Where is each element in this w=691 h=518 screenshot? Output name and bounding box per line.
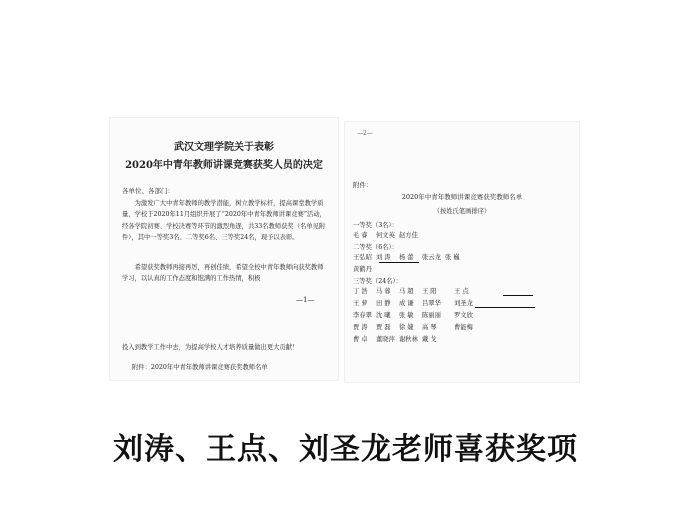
right-document-page xyxy=(345,122,579,382)
winner-name: 田 静 xyxy=(376,300,391,307)
winner-name: 何文英 xyxy=(376,232,395,239)
winner-name: 徐 婕 xyxy=(399,324,414,331)
winner-name: 王 点 xyxy=(454,288,469,295)
winner-name: 成 谦 xyxy=(399,300,414,307)
winner-name: 王 萝 xyxy=(353,300,368,307)
left-doc-continuation: 投入到教学工作中去，为提高学校人才培养质量做出更大贡献！ xyxy=(122,344,299,351)
winner-name: 杨 蕾 xyxy=(399,254,414,261)
winner-name: 赵方佳 xyxy=(399,232,418,239)
right-doc-page-mark: —2— xyxy=(357,130,373,137)
winner-name: 张 敏 xyxy=(399,312,414,319)
right-doc-title: 2020年中青年教师讲课竞赛获奖教师名单 xyxy=(401,193,523,201)
left-doc-paragraph2: 希望获奖教师再接再厉，再创佳绩，希望全校中青年教师向获奖教师学习，以认真的工作态度和饱满的工作热情，积极 xyxy=(122,264,324,283)
handwritten-underline xyxy=(503,295,533,296)
winner-name: 戴 戈 xyxy=(422,336,437,343)
right-doc-subtitle: （按姓氏笔画排序） xyxy=(433,208,491,215)
winner-name: 王弘昭 xyxy=(353,254,372,261)
winner-name: 刘圣龙 xyxy=(454,300,473,307)
second-prize-heading: 二等奖（6名）： xyxy=(353,244,398,251)
second-prize-row xyxy=(353,252,468,261)
third-prize-row xyxy=(353,322,477,331)
winner-name: 罗文欣 xyxy=(454,312,473,319)
winner-name: 贾 涛 xyxy=(353,324,368,331)
left-doc-title-line1: 武汉文理学院关于表彰 xyxy=(174,142,274,153)
winner-name: 黄鹤丹 xyxy=(353,266,372,273)
winner-name: 沈 曦 xyxy=(376,312,391,319)
left-document-page xyxy=(110,118,338,380)
left-doc-salutation: 各单位、各部门： xyxy=(122,187,174,195)
winner-name: 刘 涛 xyxy=(376,254,391,261)
winner-name: 吕翠华 xyxy=(422,300,441,307)
winner-name: 马 蓉 xyxy=(376,288,391,295)
third-prize-row xyxy=(353,286,477,295)
first-prize-heading: 一等奖（3名）： xyxy=(353,222,398,229)
photo-caption: 刘涛、王点、刘圣龙老师喜获奖项 xyxy=(113,432,578,467)
left-doc-title-line2: 2020年中青年教师讲课竞赛获奖人员的决定 xyxy=(125,160,323,171)
winner-name: 曹 卓 xyxy=(353,336,368,343)
winner-name: 毛 睿 xyxy=(353,232,368,239)
first-prize-row xyxy=(353,230,422,239)
third-prize-row xyxy=(353,334,454,343)
winner-name: 曹能梅 xyxy=(454,324,473,331)
right-doc-attachment-label: 附件： xyxy=(353,181,373,189)
winner-name: 陈丽丽 xyxy=(422,312,441,319)
winner-name: 李春翠 xyxy=(353,312,372,319)
handwritten-underline xyxy=(475,307,535,308)
winner-name: 丁 浩 xyxy=(353,288,368,295)
winner-name: 高 琴 xyxy=(422,324,437,331)
handwritten-underline xyxy=(379,262,419,263)
third-prize-row xyxy=(353,298,477,307)
winner-name: 张云龙 xyxy=(422,254,441,261)
left-doc-page-number: —1— xyxy=(296,296,315,304)
winner-name: 王 阳 xyxy=(422,288,437,295)
second-prize-row-extra xyxy=(353,264,376,273)
third-prize-heading: 三等奖（24名）： xyxy=(353,278,402,285)
left-doc-paragraph1: 为激发广大中青年教师的教学潜能，树立教学标杆，提高课堂教学质量，学校于2020年11月组织开展了“2020年中青年教师讲课竞赛”活动，经各学院初赛、学校决赛等环节的激烈角逐，共33名教师获奖（名单见附件），其中一等奖3名、二等奖6名、三等奖24名，现予以表彰。 xyxy=(122,200,326,241)
winner-name: 张 巍 xyxy=(445,254,460,261)
third-prize-row xyxy=(353,310,477,319)
winner-name: 贾 磊 xyxy=(376,324,391,331)
winner-name: 马 超 xyxy=(399,288,414,295)
winner-name: 谢秋林 xyxy=(399,336,418,343)
winner-name: 董晓萍 xyxy=(376,336,395,343)
left-doc-attachment: 附件：2020年中青年教师讲课竞赛获奖教师名单 xyxy=(132,364,268,371)
